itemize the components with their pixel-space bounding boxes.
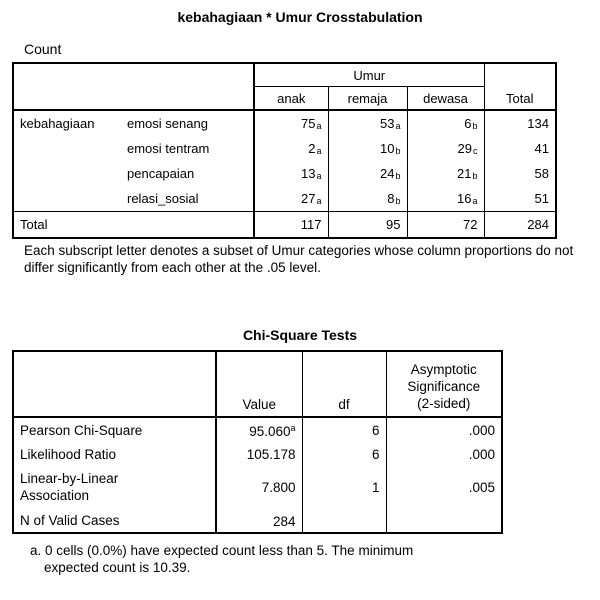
- crosstab-corner: [13, 63, 254, 110]
- cell: 8b: [328, 186, 407, 212]
- row-label: relasi_sosial: [127, 191, 199, 206]
- total-cell: 117: [254, 212, 328, 239]
- cell: 16a: [407, 186, 484, 212]
- test-label: Pearson Chi-Square: [13, 417, 216, 443]
- sig-header: Asymptotic Significance (2-sided): [386, 351, 502, 417]
- total-cell: 72: [407, 212, 484, 239]
- chisq-title: Chi-Square Tests: [242, 327, 358, 343]
- chisq-corner: [13, 351, 216, 417]
- col-header-anak: anak: [254, 87, 328, 111]
- test-label: Likelihood Ratio: [13, 443, 216, 465]
- total-row-label: Total: [13, 212, 254, 239]
- row-total: 134: [484, 110, 556, 136]
- col-header-dewasa: dewasa: [407, 87, 484, 111]
- col-group-header: Umur: [254, 63, 484, 87]
- row-label: emosi tentram: [127, 141, 210, 156]
- row-label: emosi senang: [127, 116, 208, 131]
- row-total: 51: [484, 186, 556, 212]
- cell: 21b: [407, 161, 484, 186]
- value-header: Value: [216, 351, 302, 417]
- crosstab-footnote: Each subscript letter denotes a subset of Umur categories whose column proportions do not differ significantly from each other at the .05 level.: [24, 243, 574, 275]
- test-label: Linear-by-Linear Association: [13, 465, 216, 509]
- test-value: 105.178: [216, 443, 302, 465]
- test-value: 284: [216, 509, 302, 533]
- df-header: df: [302, 351, 386, 417]
- cell: 53a: [328, 110, 407, 136]
- count-label: Count: [24, 41, 62, 57]
- cell: 6b: [407, 110, 484, 136]
- row-label: pencapaian: [127, 166, 195, 181]
- cell: 29c: [407, 136, 484, 161]
- cell: 10b: [328, 136, 407, 161]
- test-df: [302, 509, 386, 533]
- row-var-label: kebahagiaan: [13, 110, 121, 136]
- total-col-header: Total: [484, 63, 556, 110]
- crosstab-title: kebahagiaan * Umur Crosstabulation: [177, 9, 423, 25]
- col-header-remaja: remaja: [328, 87, 407, 111]
- test-sig: .005: [386, 465, 502, 509]
- test-label: N of Valid Cases: [13, 509, 216, 533]
- test-sig: [386, 509, 502, 533]
- chisq-table: [12, 350, 503, 534]
- test-value: 7.800: [216, 465, 302, 509]
- cell: 27a: [254, 186, 328, 212]
- cell: 24b: [328, 161, 407, 186]
- test-value: 95.060$^a$: [216, 417, 302, 443]
- grand-total: 284: [484, 212, 556, 239]
- cell: 75a: [254, 110, 328, 136]
- chisq-footnote: a. 0 cells (0.0%) have expected count less than 5. The minimum expected count is 10.39.: [30, 543, 414, 575]
- cell: 13a: [254, 161, 328, 186]
- row-total: 41: [484, 136, 556, 161]
- test-df: 6: [302, 417, 386, 443]
- crosstab-table: [12, 62, 557, 239]
- test-df: 6: [302, 443, 386, 465]
- test-sig: .000: [386, 443, 502, 465]
- total-cell: 95: [328, 212, 407, 239]
- test-sig: .000: [386, 417, 502, 443]
- cell: 2a: [254, 136, 328, 161]
- test-df: 1: [302, 465, 386, 509]
- row-total: 58: [484, 161, 556, 186]
